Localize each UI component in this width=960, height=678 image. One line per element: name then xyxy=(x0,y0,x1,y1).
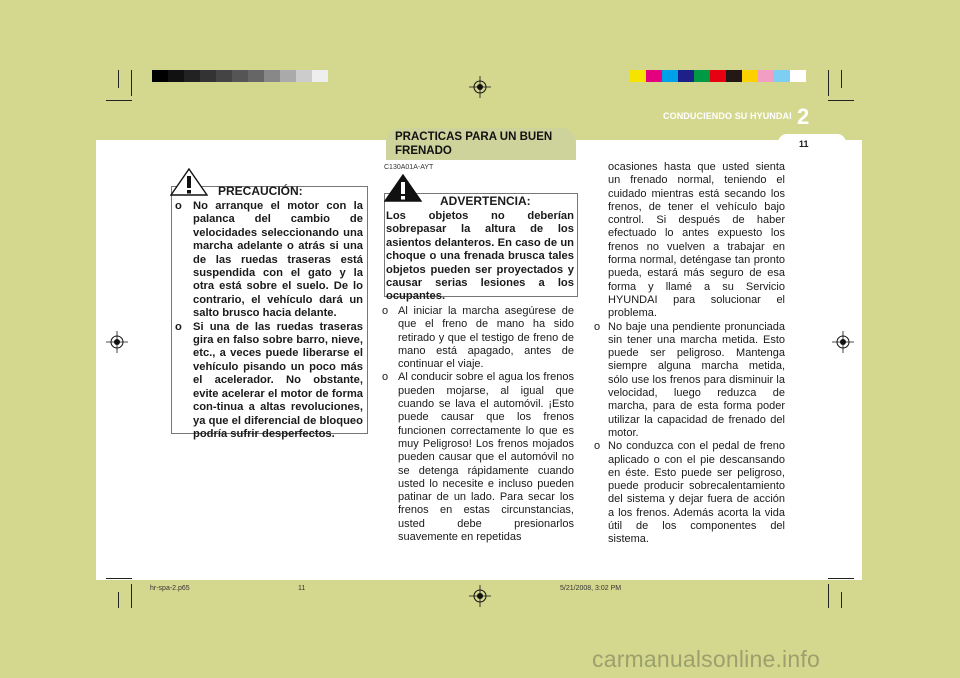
warning-triangle-icon xyxy=(170,168,208,196)
list-item xyxy=(382,305,574,371)
section-code: C130A01A-AYT xyxy=(384,164,434,171)
page-title: PRACTICAS PARA UN BUEN FRENADO xyxy=(395,131,553,157)
list-item xyxy=(594,321,785,441)
bullet-marker: o xyxy=(594,320,601,333)
right-item-text: No conduzca con el pedal de freno aplicado o con el pie descansando en éste. Esto puede ser peligroso, puede producir sobrecalentamiento del sistema y dejar fuera de acción a los frenos. Además acorta la vida útil de los componentes del sistema. xyxy=(608,440,785,546)
registration-mark-icon xyxy=(469,585,491,607)
registration-mark-icon xyxy=(469,76,491,98)
middle-item-text: Al conducir sobre el agua los frenos pueden mojarse, al igual que cuando se lava el automóvil. ¡Esto puede causar que los frenos funcionen correctamente lo que es muy Peligroso! Los frenos mojados pueden causar que el automóvil no se detenga rápidamente cuando usted lo necesite e incluso pueden patinar de un lado. Para secar los frenos en estas circunstancias, usted debe presionarlos suavemente en repetidas xyxy=(398,371,574,544)
footer-file: hr-spa-2.p65 xyxy=(150,585,190,592)
list-item xyxy=(175,200,363,321)
precaution-item-text: Si una de las ruedas traseras gira en falso sobre barro, nieve, etc., a veces puede liberarse el vehículo pisando un poco más el acelerador. No obstante, evite acelerar el motor de forma con-tinua a altas revoluciones, ya que el diferencial de bloqueo podría sufrir desperfectos. xyxy=(193,320,363,440)
right-column xyxy=(594,161,785,547)
warning-triangle-icon xyxy=(384,174,422,202)
footer-date: 5/21/2008, 3:02 PM xyxy=(560,585,622,592)
cmyk-color-bar xyxy=(630,70,806,82)
bullet-marker: o xyxy=(175,320,182,333)
footer-page: 11 xyxy=(298,585,306,592)
warning-text: Los objetos no deberían sobrepasar la altura de los asientos delanteros. En caso de un choque o una frenada brusca tales objetos pueden ser proyectados y causar serias lesiones a los ocupantes. xyxy=(386,210,574,303)
middle-item-text: Al iniciar la marcha asegúrese de que el freno de mano ha sido retirado y que el testigo de freno de mano está apagado, antes de continuar el viaje. xyxy=(398,305,574,371)
grayscale-color-bar xyxy=(152,70,328,82)
registration-mark-icon xyxy=(106,331,128,353)
continuation-paragraph: ocasiones hasta que usted sienta un frenado normal, teniendo el cuidado mientras está secando los frenos, de tener el vehículo bajo control. Si después de haber efectuado lo antes expuesto los frenos no vuelven a trabajar en forma normal, deténgase tan pronto pueda, estará más seguro de esa forma y llamé a su Servicio HYUNDAI para solucionar el problema. xyxy=(608,161,785,320)
list-item xyxy=(382,371,574,544)
section-title: CONDUCIENDO SU HYUNDAI xyxy=(663,111,792,121)
bullet-marker: o xyxy=(175,200,182,212)
right-item-text: No baje una pendiente pronunciada sin tener una marcha metida. Esto puede ser peligroso. Mantenga siempre alguna marcha metida, sólo use los frenos para disminuir la velocidad, luego reduzca de marcha, para de esta forma poder utilizar la capacidad de frenado del motor. xyxy=(608,320,785,439)
page-number: 11 xyxy=(799,139,809,149)
section-number: 2 xyxy=(797,104,810,129)
list-item xyxy=(175,321,363,442)
list-item xyxy=(594,440,785,546)
middle-column xyxy=(382,305,574,544)
page-number-tab xyxy=(778,134,846,152)
registration-mark-icon xyxy=(832,331,854,353)
warning-heading: ADVERTENCIA: xyxy=(440,194,531,208)
bullet-marker: o xyxy=(594,440,601,453)
precaution-heading: PRECAUCIÓN: xyxy=(218,184,303,198)
bullet-marker: o xyxy=(382,305,389,317)
watermark: carmanualsonline.info xyxy=(592,646,820,672)
precaution-item-text: No arranque el motor con la palanca del cambio de velocidades seleccionando una marcha adelante o atrás si una de las ruedas traseras está suspendida con el gato y la otra está sobre el suelo. De lo contrario, el vehículo dará un salto brusco hacia delante. xyxy=(193,200,363,320)
precaution-list xyxy=(175,200,363,441)
bullet-marker: o xyxy=(382,371,389,384)
